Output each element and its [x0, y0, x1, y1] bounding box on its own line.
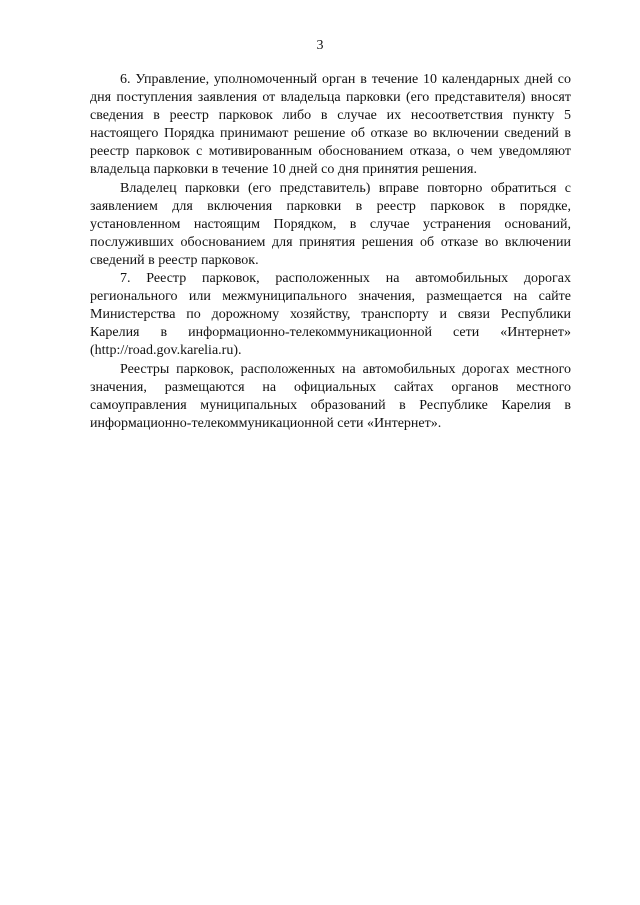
paragraph-7: 7. Реестр парковок, расположенных на автомобильных дорогах регионального или межмуниципального значения, размещается на сайте Министерства по дорожному хозяйству, транспорту и связи Республики Карелия в информационно-телекоммуникационной сети «Интернет» (http://road.gov.karelia.ru).: [90, 271, 571, 359]
page-number: 3: [316, 38, 324, 53]
paragraph-6: 6. Управление, уполномоченный орган в течение 10 календарных дней со дня поступления заявления от владельца парковки (его представителя) вносят сведения в реестр парковок либо в случае их несоответствия пункту 5 настоящего Порядка принимают решение об отказе во включении сведений в реестр парковок с мотивированным обоснованием отказа, о чем уведомляют владельца парковки в течение 10 дней со дня принятия решения.: [90, 72, 571, 178]
paragraph-local-registries: Реестры парковок, расположенных на автомобильных дорогах местного значения, размещаются на официальных сайтах органов местного самоуправления муниципальных образований в Республике Карелия в информационно-телекоммуникационной сети «Интернет».: [90, 361, 571, 431]
document-body: [90, 71, 571, 433]
paragraph-reapply: Владелец парковки (его представитель) вправе повторно обратиться с заявлением для включения парковки в реестр парковок в порядке, установленном настоящим Порядком, в случае устранения оснований, послуживших обоснованием для принятия решения об отказе во включении сведений в реестр парковок.: [90, 180, 571, 268]
